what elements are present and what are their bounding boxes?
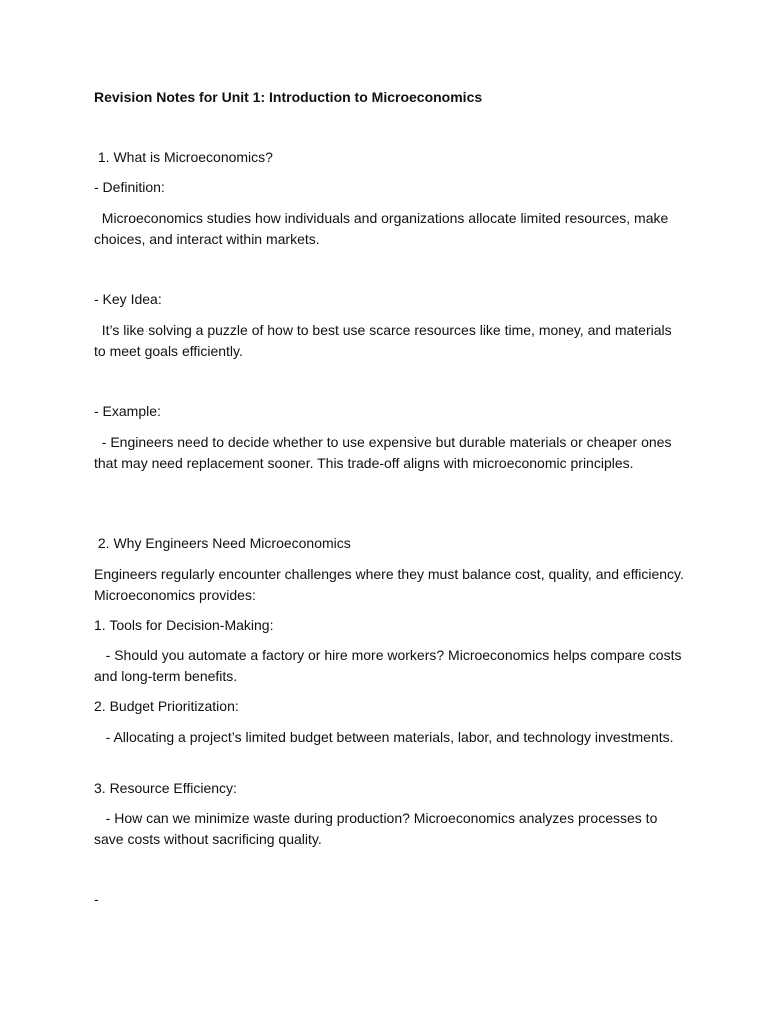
- item-1-label: 1. Tools for Decision-Making:: [94, 617, 274, 633]
- definition-label: - Definition:: [94, 179, 165, 195]
- example-text: - Engineers need to decide whether to use expensive but durable materials or cheaper ones that may need replacement sooner. This trade-off aligns with microeconomic principles.: [94, 434, 676, 471]
- section-2-heading: 2. Why Engineers Need Microeconomics: [94, 535, 351, 551]
- definition-text: Microeconomics studies how individuals and organizations allocate limited resources, make choices, and interact within markets.: [94, 210, 673, 247]
- item-3-text: - How can we minimize waste during production? Microeconomics analyzes processes to save costs without sacrificing quality.: [94, 810, 662, 847]
- section-2-intro: Engineers regularly encounter challenges where they must balance cost, quality, and efficiency. Microeconomics provides:: [94, 566, 688, 603]
- section-1-heading: 1. What is Microeconomics?: [94, 149, 273, 165]
- item-3-label: 3. Resource Efficiency:: [94, 780, 237, 796]
- item-2-label: 2. Budget Prioritization:: [94, 698, 239, 714]
- trailing-dash: -: [94, 891, 99, 907]
- document-title: Revision Notes for Unit 1: Introduction to Microeconomics: [94, 89, 483, 105]
- key-idea-label: - Key Idea:: [94, 291, 162, 307]
- example-label: - Example:: [94, 403, 161, 419]
- key-idea-text: It’s like solving a puzzle of how to best use scarce resources like time, money, and materials to meet goals efficiently.: [94, 322, 676, 359]
- item-1-text: - Should you automate a factory or hire more workers? Microeconomics helps compare costs and long-term benefits.: [94, 647, 686, 684]
- item-2-text: - Allocating a project’s limited budget between materials, labor, and technology investments.: [94, 729, 674, 745]
